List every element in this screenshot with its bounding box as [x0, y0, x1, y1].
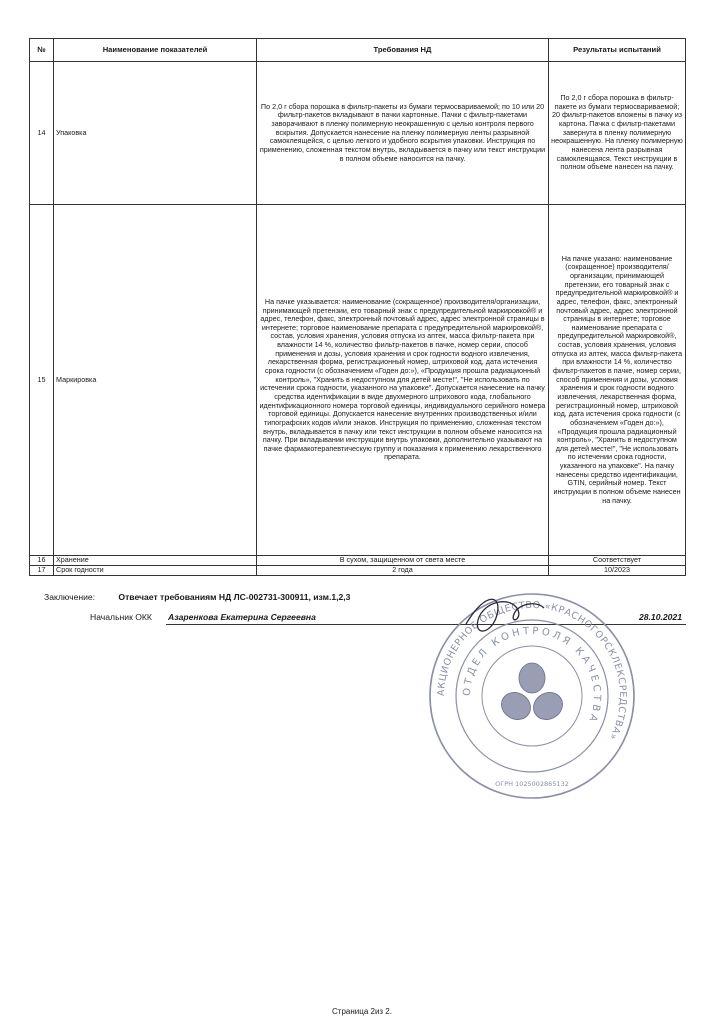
stamp-registration-number: ОГРН 1025002865132: [495, 780, 569, 788]
row-indicator-name: Упаковка: [54, 62, 257, 205]
stamp-trefoil-emblem: [497, 663, 568, 725]
stamp-rings: [430, 594, 634, 798]
signer-role: Начальник ОКК: [90, 612, 152, 622]
row-indicator-name: Маркировка: [54, 205, 257, 556]
row-number: 15: [30, 205, 54, 556]
table-row: [30, 205, 686, 556]
row-result: 10/2023: [549, 566, 686, 576]
row-requirement: На пачке указывается: наименование (сокращенное) производителя/организации, принимающей претензии, его товарный знак с предупредительной маркировкой® и адрес, телефон, факс, электронный почтовый адрес, адрес электронной страницы в интернете; торговое наименование препарата с предупредительной маркировкой®, состав, условия хранения, условия отпуска из аптек, масса фильтр-пакета при влажности 14 %, количество фильтр-пакетов в пачке, номер серии, способ применения и дозы, условия хранения и срок годности водного извлечения, лекарственная форма, регистрационный номер, штриховой код, дата истечения срока годности (с обозначением «Годен до:»), «Продукция прошла радиационный контроль», "Хранить в недоступном для детей месте!", "Не использовать по истечении срока годности, указанного на упаковке". Допускается нанесение на пачку средства идентификации в виде двухмерного штрихового кода, глобального идентификационного номера торговой единицы, индивидуального серийного номера торговой единицы. Допускается нанесение внутренних производственных и/или типографских кодов и/или знаков. Инструкция по применению, сложенная текстом внутрь, вкладывается в пачку или текст инструкции в полном объеме наносится на пачку. При вкладывании инструкции внутрь упаковки, дополнительно указывают на пачке фармакотерапевтическую группу и показания к применению лекарственного препарата.: [257, 205, 549, 556]
row-result: По 2,0 г сбора порошка в фильтр-пакете из бумаги термосвариваемой; 20 фильтр-пакетов вложены в пачку из картона. Пачка с фильтр-пакетами завернута в пленку полимерную неокрашенную. На пленку полимерную нанесена лента разрывная самоклеящаяся. Текст инструкции в полном объеме нанесен на пачку.: [549, 62, 686, 205]
stamp-inner-textpath: ОТДЕЛ КОНТРОЛЯ КАЧЕСТВА: [461, 625, 603, 726]
row-result: На пачке указано: наименование (сокращенное) производителя/организации, принимающей претензии, его товарный знак с предупредительной маркировкой® и адрес, телефон, факс, электронный почтовый адрес, адрес электронной страницы в интернете; торговое наименование препарата с предупредительной маркировкой®, состав, условия хранения, условия отпуска из аптек, масса фильтр-пакета при влажности 14 %, количество фильтр-пакетов в пачке, номер серии, способ применения и дозы, условия хранения и срок годности водного извлечения, лекарственная форма, регистрационный номер, штриховой код, дата истечения срока годности (с обозначением «Годен до:»), «Продукция прошла радиационный контроль», "Хранить в недоступном для детей месте!", "Не использовать по истечении срока годности, указанного на упаковке". На пачку нанесены средство идентификации, GTIN, серийный номер. Текст инструкции в полном объеме нанесен на пачку.: [549, 205, 686, 556]
row-indicator-name: Хранение: [54, 556, 257, 566]
conclusion-label: Заключение:: [44, 592, 96, 602]
row-indicator-name: Срок годности: [54, 566, 257, 576]
table-row: [30, 566, 686, 576]
table-row: [30, 556, 686, 566]
quality-control-stamp: [426, 590, 638, 802]
table-row: [30, 62, 686, 205]
header-indicator-name: Наименование показателей: [54, 39, 257, 62]
signer-name: Азаренкова Екатерина Сергеевна: [168, 612, 316, 622]
row-requirement: По 2,0 г сбора порошка в фильтр-пакеты из бумаги термосвариваемой; по 10 или 20 фильтр-пакетов вкладывают в пачки картонные. Пачки с фильтр-пакетами заворачивают в пленку полимерную неокрашенную с целью контроля первого вскрытия. Допускается нанесение на пленку полимерную ленты разрывной самоклеящейся, с целью легкого и удобного вскрытия упаковки. Инструкция по применению, сложенная текстом внутрь, вкладывается в пачку или текст инструкции в полном объеме наносится на пачку.: [257, 62, 549, 205]
stamp-outer-textpath: АКЦИОНЕРНОЕ ОБЩЕСТВО «КРАСНОГОРСКЛЕКСРЕДСТВА»: [435, 599, 629, 743]
conclusion: [44, 592, 350, 602]
conclusion-text: Отвечает требованиям НД ЛС-002731-300911, изм.1,2,3: [118, 592, 351, 602]
row-number: 17: [30, 566, 54, 576]
row-requirement: 2 года: [257, 566, 549, 576]
signature-date: 28.10.2021: [638, 612, 682, 622]
table-header-row: [30, 39, 686, 62]
header-results: Результаты испытаний: [549, 39, 686, 62]
row-number: 14: [30, 62, 54, 205]
header-requirements: Требования НД: [257, 39, 549, 62]
row-result: Соответствует: [549, 556, 686, 566]
header-number: №: [30, 39, 54, 62]
row-number: 16: [30, 556, 54, 566]
page-footer: Страница 2из 2.: [332, 1007, 392, 1016]
results-table: [29, 38, 686, 576]
row-requirement: В сухом, защищенном от света месте: [257, 556, 549, 566]
